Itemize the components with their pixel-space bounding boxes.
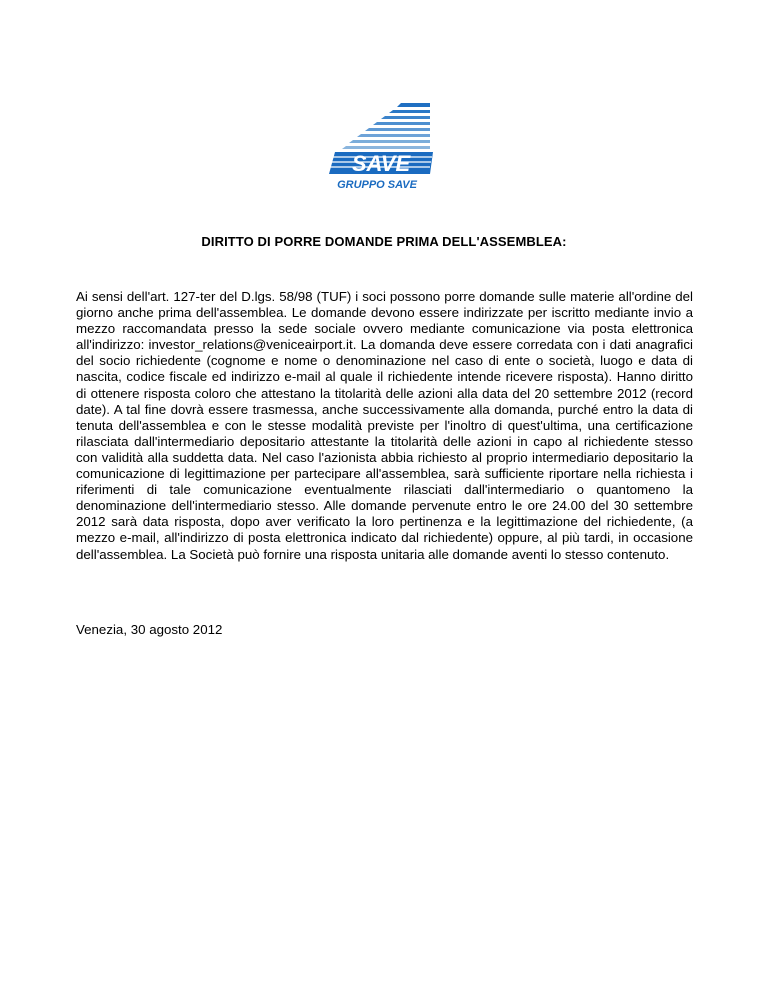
- save-wordmark: [329, 151, 433, 176]
- document-title: DIRITTO DI PORRE DOMANDE PRIMA DELL'ASSEMBLEA:: [201, 234, 567, 249]
- logo-subtitle: GRUPPO SAVE: [337, 179, 417, 191]
- svg-text:SAVE: SAVE: [351, 151, 411, 176]
- document-body: Ai sensi dell'art. 127-ter del D.lgs. 58/98 (TUF) i soci possono porre domande sulle materie all'ordine del giorno anche prima dell'assemblea. Le domande devono essere indirizzate per iscritto mediante invio a mezzo raccomandata presso la sede sociale ovvero mediante comunicazione via posta elettronica all'indirizzo: investor_relations@veniceairport.it. La domanda deve essere corredata con i dati anagrafici del socio richiedente (cognome e nome o denominazione nel caso di ente o società, luogo e data di nascita, codice fiscale ed indirizzo e-mail al quale il richiedente intende ricevere risposta). Hanno diritto di ottenere risposta coloro che attestano la titolarità delle azioni alla data del 20 settembre 2012 (record date). A tal fine dovrà essere trasmessa, anche successivamente alla domanda, purché entro la data di tenuta dell'assemblea e con le stesse modalità previste per l'inoltro di quest'ultima, una certificazione rilasciata dall'intermediario depositario attestante la titolarità delle azioni in capo al richiedente stesso con validità alla suddetta data. Nel caso l'azionista abbia richiesto al proprio intermediario depositario la comunicazione di legittimazione per partecipare all'assemblea, sarà sufficiente riportare nella richiesta i riferimenti di tale comunicazione eventualmente rilasciati dall'intermediario o quantomeno la denominazione dell'intermediario stesso. Alle domande pervenute entro le ore 24.00 del 30 settembre 2012 sarà data risposta, dopo aver verificato la loro pertinenza e la legittimazione del richiedente, (a mezzo e-mail, all'indirizzo di posta elettronica indicato dal richiedente) oppure, al più tardi, in occasione dell'assemblea. La Società può fornire una risposta unitaria alle domande aventi lo stesso contenuto.: [76, 289, 693, 562]
- tail-stripes: [342, 103, 430, 149]
- gruppo-save-logo: [309, 100, 459, 194]
- save-logo-graphic: [309, 100, 459, 194]
- place-date: Venezia, 30 agosto 2012: [76, 622, 223, 637]
